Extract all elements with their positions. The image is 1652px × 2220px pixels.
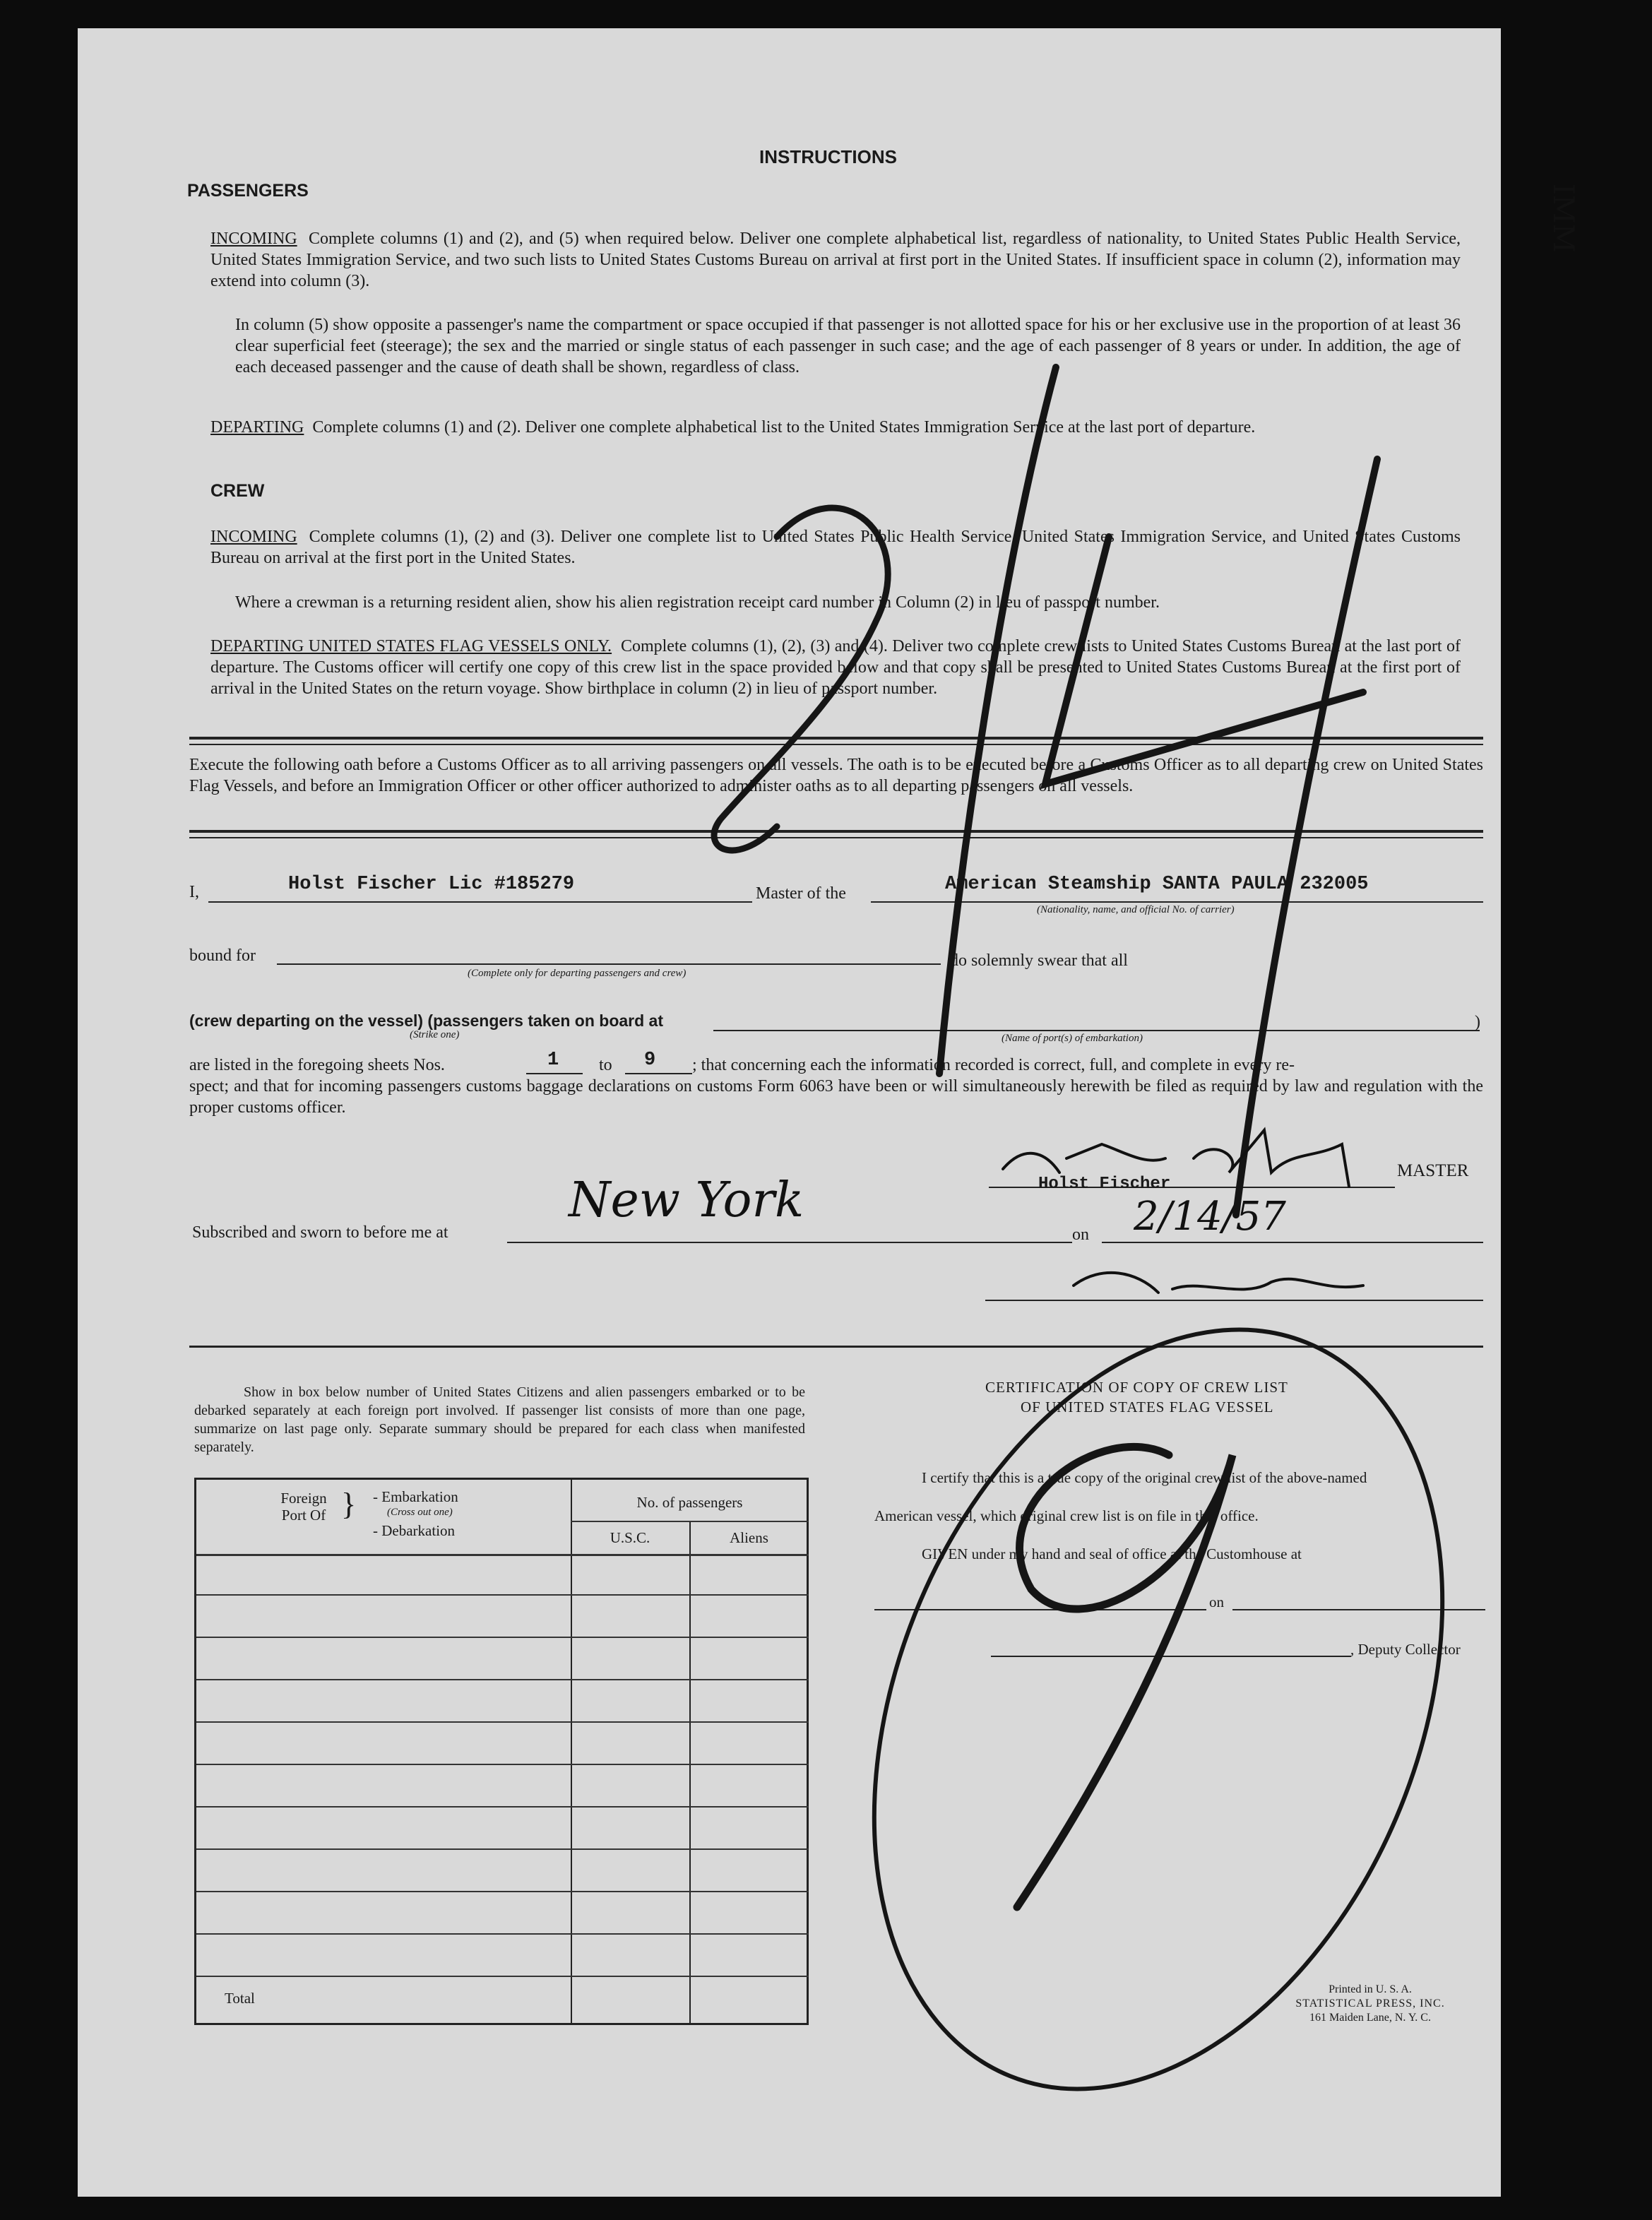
- crew-departing-flag-text: Complete columns (1), (2), (3) and (4). Deliver two complete crew lists to United States Customs Bureau at the last port of departure. The Customs officer will certify one copy of this crew list in the space provided below and that copy shall be presented to United States Customs Bureau at the first port of arrival in the United States on the return voyage. Show birthplace in column (2) in lieu of passport number.: [210, 637, 1461, 698]
- cert-on-label: on: [1209, 1593, 1224, 1610]
- crew-resident-alien-paragraph: Where a crewman is a returning resident alien, show his alien registration receipt card number in Column (2) in lieu of passport number.: [235, 593, 1160, 612]
- ports-caption: (Name of port(s) of embarkation): [1002, 1033, 1143, 1044]
- listed-pre: are listed in the foregoing sheets Nos.: [189, 1056, 445, 1074]
- swear-text: do solemnly swear that all: [950, 951, 1128, 970]
- sworn-place-field[interactable]: New York: [569, 1173, 804, 1228]
- sworn-date-field[interactable]: 2/14/57: [1134, 1194, 1286, 1240]
- passengers-column5-paragraph: In column (5) show opposite a passenger's name the compartment or space occupied if that passenger is not allotted space for his or her exclusive use in the proportion of at least 36 clear superficial feet (steerage); the sex and the married or single status of each passenger in such case; and the age of each passenger of 8 years or under. In addition, the age of each deceased passenger and the cause of death shall be shown, regardless of class.: [235, 316, 1461, 376]
- brace-icon: }: [341, 1487, 357, 1521]
- officer-signature-scrawl: [1074, 1273, 1363, 1293]
- master-signature-scrawl: [1003, 1130, 1349, 1187]
- master-label: MASTER: [1397, 1161, 1469, 1180]
- strike-one-caption: (Strike one): [410, 1029, 460, 1040]
- pencil-numeral-9: [1017, 1447, 1232, 1907]
- passengers-incoming-label: INCOMING: [210, 230, 297, 248]
- execute-oath-paragraph: Execute the following oath before a Customs Officer as to all arriving passengers on all vessels. The oath is to be executed before a Customs Officer as to all departing crew on United States Flag Vessels, and before an Immigration Officer or other officer authorized to administer oaths as to all departing passengers on all vessels.: [189, 756, 1483, 795]
- bound-for-caption: (Complete only for departing passengers and crew): [468, 968, 687, 979]
- printer-line2: STATISTICAL PRESS, INC.: [1295, 1998, 1445, 2010]
- col-debarkation: - Debarkation: [373, 1522, 456, 1539]
- vessel-caption: (Nationality, name, and official No. of carrier): [1037, 904, 1235, 915]
- deputy-label: , Deputy Collector: [1350, 1641, 1461, 1658]
- col-embarkation: - Embarkation: [373, 1488, 458, 1505]
- passengers-departing-text: Complete columns (1) and (2). Deliver one complete alphabetical list to the United States Immigration Service at the last port of departure.: [312, 418, 1256, 437]
- cert-certify-text2: American vessel, which original crew list is on file in this office.: [874, 1507, 1259, 1524]
- pencil-circle: [768, 1245, 1549, 2174]
- pencil-numeral-2: [714, 508, 888, 850]
- printer-line3: 161 Maiden Lane, N. Y. C.: [1309, 2012, 1431, 2024]
- cert-title-line2: OF UNITED STATES FLAG VESSEL: [1021, 1399, 1274, 1415]
- listed-post: ; that concerning each the information recorded is correct, full, and complete in every re-: [692, 1056, 1295, 1074]
- pencil-slash: [939, 367, 1056, 1074]
- listed-rest: spect; and that for incoming passengers customs baggage declarations on customs Form 6063 have been or will simultaneously herewith be filed as required by law and regulation with the proper customs officer.: [189, 1077, 1483, 1117]
- crew-incoming-text: Complete columns (1), (2) and (3). Deliver one complete list to United States Public Health Service, United States Immigration Service, and United States Customs Bureau on arrival at the first port in the United States.: [210, 528, 1461, 567]
- col-foreign-port: Foreign Port Of: [280, 1490, 327, 1524]
- col-cross-out: (Cross out one): [387, 1507, 453, 1518]
- sheet-to-field[interactable]: 9: [644, 1050, 656, 1071]
- passengers-incoming-text: Complete columns (1) and (2), and (5) when required below. Deliver one complete alphabetical list, regardless of nationality, to United States Public Health Service, United States Immigration Service, and two such lists to United States Customs Bureau on arrival at first port in the United States. If insufficient space in column (2), information may extend into column (3).: [210, 230, 1461, 290]
- passengers-heading: PASSENGERS: [187, 181, 309, 201]
- master-name-field[interactable]: Holst Fischer Lic #185279: [288, 874, 575, 895]
- vessel-field[interactable]: American Steamship SANTA PAULA 232005: [945, 874, 1369, 895]
- master-typed-name: Holst Fischer: [1038, 1175, 1171, 1194]
- sheet-from-field[interactable]: 1: [547, 1050, 559, 1071]
- col-usc: U.S.C.: [610, 1529, 650, 1546]
- on-label: on: [1072, 1225, 1089, 1244]
- margin-mark: IMM: [1547, 184, 1579, 253]
- printer-line1: Printed in U. S. A.: [1329, 1983, 1412, 1995]
- col-aliens: Aliens: [730, 1529, 768, 1546]
- instructions-title: INSTRUCTIONS: [759, 146, 897, 167]
- to-label: to: [599, 1056, 612, 1074]
- crew-incoming-label: INCOMING: [210, 528, 297, 546]
- cert-title-line1: CERTIFICATION OF COPY OF CREW LIST: [985, 1379, 1288, 1396]
- master-of-label: Master of the: [756, 884, 846, 903]
- i-label: I,: [189, 883, 199, 901]
- cert-given-text: GIVEN under my hand and seal of office at the Customhouse at: [922, 1545, 1302, 1562]
- subscribed-label: Subscribed and sworn to before me at: [192, 1223, 448, 1242]
- pencil-numeral-4: [1045, 459, 1377, 1215]
- total-label: Total: [225, 1990, 255, 2007]
- cert-certify-text: I certify that this is a true copy of the original crew list of the above-named: [922, 1469, 1367, 1486]
- passengers-departing-label: DEPARTING: [210, 418, 304, 437]
- summary-instructions: Show in box below number of United States Citizens and alien passengers embarked or to be debarked separately at each foreign port involved. If passenger list consists of more than one page, summarize on last page only. Separate summary should be prepared for each class when manifested separately.: [194, 1384, 805, 1455]
- crew-heading: CREW: [210, 481, 265, 501]
- close-paren: ): [1475, 1013, 1480, 1031]
- crew-departing-clause: (crew departing on the vessel) (passengers taken on board at: [189, 1011, 664, 1030]
- col-no-passengers: No. of passengers: [636, 1494, 743, 1511]
- bound-for-label: bound for: [189, 946, 256, 965]
- crew-departing-flag-label: DEPARTING UNITED STATES FLAG VESSELS ONLY.: [210, 637, 612, 655]
